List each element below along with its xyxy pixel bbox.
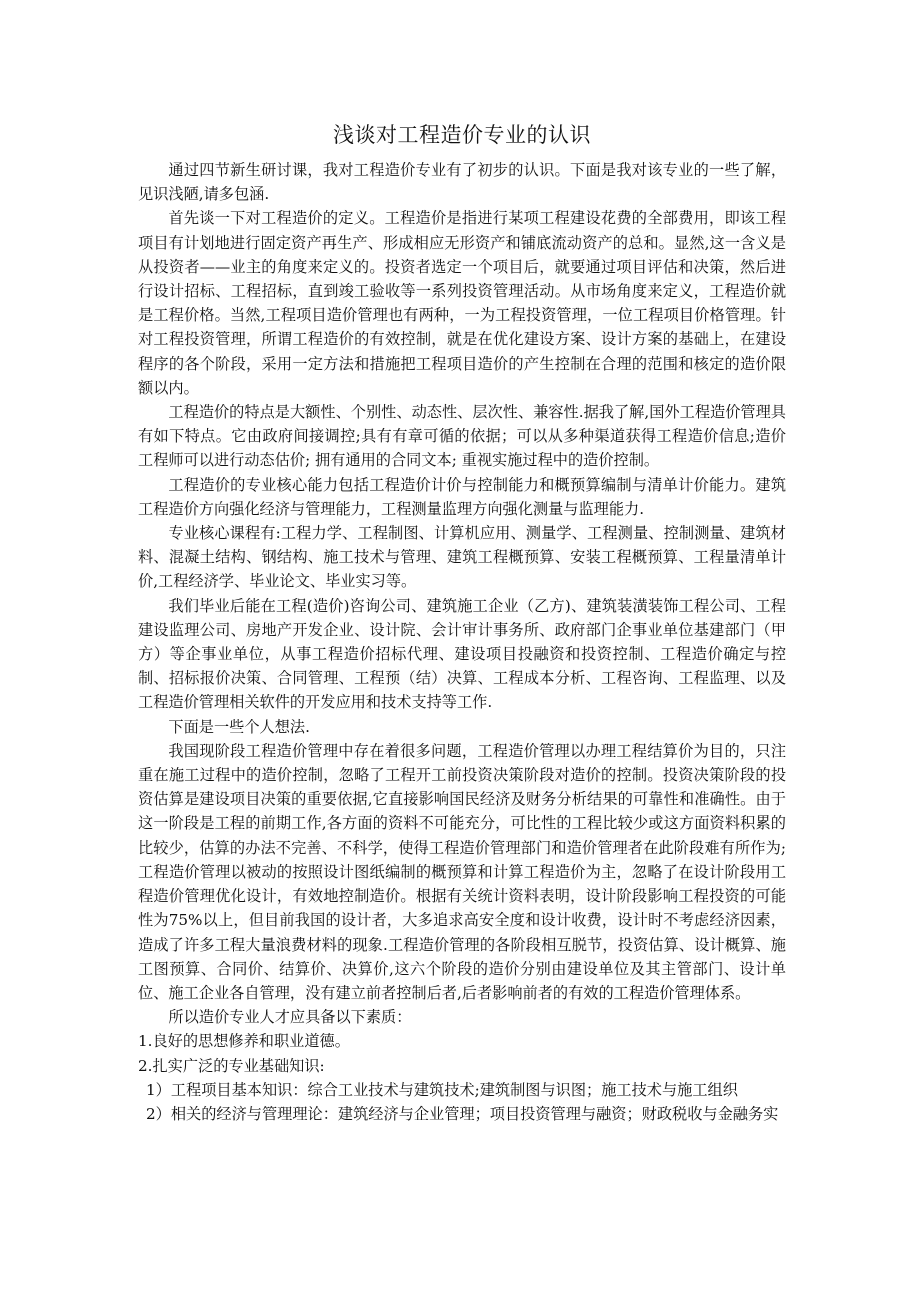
paragraph-core-abilities: 工程造价的专业核心能力包括工程造价计价与控制能力和概预算编制与清单计价能力。建筑工程造价方向强化经济与管理能力，工程测量监理方向强化测量与监理能力. (138, 475, 786, 518)
list-item-knowledge: 2.扎实广泛的专业基础知识: (138, 1056, 325, 1075)
document-page (138, 118, 786, 1126)
list-item-ethics: 1.良好的思想修养和职业道德。 (138, 1032, 350, 1051)
document-title: 浅谈对工程造价专业的认识 (333, 123, 591, 147)
paragraph-careers: 我们毕业后能在工程(造价)咨询公司、建筑施工企业（乙方)、建筑装潢装饰工程公司、工程建设监理公司、房地产开发企业、设计院、会计审计事务所、政府部门企事业单位基建部门（甲方）等企事业单位，从事工程造价招标代理、建设项目投融资和投资控制、工程造价确定与控制、招标报价决策、合同管理、工程预（结）决算、工程成本分析、工程咨询、工程监理、以及工程造价管理相关软件的开发应用和技术支持等工作. (138, 596, 786, 712)
paragraph-personal-thoughts-intro: 下面是一些个人想法. (168, 717, 310, 736)
sub-item-economic-theory: 2）相关的经济与管理理论：建筑经济与企业管理；项目投资管理与融资；财政税收与金融务实 (146, 1104, 779, 1123)
sub-item-engineering-knowledge: 1）工程项目基本知识：综合工业技术与建筑技术;建筑制图与识图；施工技术与施工组织 (146, 1080, 738, 1099)
paragraph-intro: 通过四节新生研讨课，我对工程造价专业有了初步的认识。下面是我对该专业的一些了解，见识浅陋,请多包涵. (138, 161, 786, 204)
paragraph-definition: 首先谈一下对工程造价的定义。工程造价是指进行某项工程建设花费的全部费用，即该工程项目有计划地进行固定资产再生产、形成相应无形资产和铺底流动资产的总和。显然,这一含义是从投资者——业主的角度来定义的。投资者选定一个项目后，就要通过项目评估和决策，然后进行设计招标、工程招标，直到竣工验收等一系列投资管理活动。从市场角度来定义，工程造价就是工程价格。当然,工程项目造价管理也有两种，一为工程投资管理，一位工程项目价格管理。针对工程投资管理，所谓工程造价的有效控制，就是在优化建设方案、设计方案的基础上，在建设程序的各个阶段，采用一定方法和措施把工程项目造价的产生控制在合理的范围和核定的造价限额以内。 (138, 209, 786, 397)
paragraph-qualities-intro: 所以造价专业人才应具备以下素质： (168, 1008, 412, 1027)
paragraph-characteristics: 工程造价的特点是大额性、个别性、动态性、层次性、兼容性.据我了解,国外工程造价管理具有如下特点。它由政府间接调控;具有有章可循的依据；可以从多种渠道获得工程造价信息;造价工程师可以进行动态估价; 拥有通用的合同文本; 重视实施过程中的造价控制。 (138, 403, 786, 470)
paragraph-problems: 我国现阶段工程造价管理中存在着很多问题，工程造价管理以办理工程结算价为目的，只注重在施工过程中的造价控制，忽略了工程开工前投资决策阶段对造价的控制。投资决策阶段的投资估算是建设项目决策的重要依据,它直接影响国民经济及财务分析结果的可靠性和准确性。由于这一阶段是工程的前期工作,各方面的资料不可能充分，可比性的工程比较少或这方面资料积累的比较少，估算的办法不完善、不科学，使得工程造价管理部门和造价管理者在此阶段难有所作为;工程造价管理以被动的按照设计图纸编制的概预算和计算工程造价为主，忽略了在设计阶段用工程造价管理优化设计，有效地控制造价。根据有关统计资料表明，设计阶段影响工程投资的可能性为75%以上，但目前我国的设计者，大多追求高安全度和设计收费，设计时不考虑经济因素，造成了许多工程大量浪费材料的现象.工程造价管理的各阶段相互脱节，投资估算、设计概算、施工图预算、合同价、结算价、决算价,这六个阶段的造价分别由建设单位及其主管部门、设计单位、施工企业各自管理，没有建立前者控制后者,后者影响前者的有效的工程造价管理体系。 (138, 741, 786, 1002)
paragraph-core-courses: 专业核心课程有:工程力学、工程制图、计算机应用、测量学、工程测量、控制测量、建筑材料、混凝土结构、钢结构、施工技术与管理、建筑工程概预算、安装工程概预算、工程量清单计价,工程经济学、毕业论文、毕业实习等。 (138, 524, 786, 591)
